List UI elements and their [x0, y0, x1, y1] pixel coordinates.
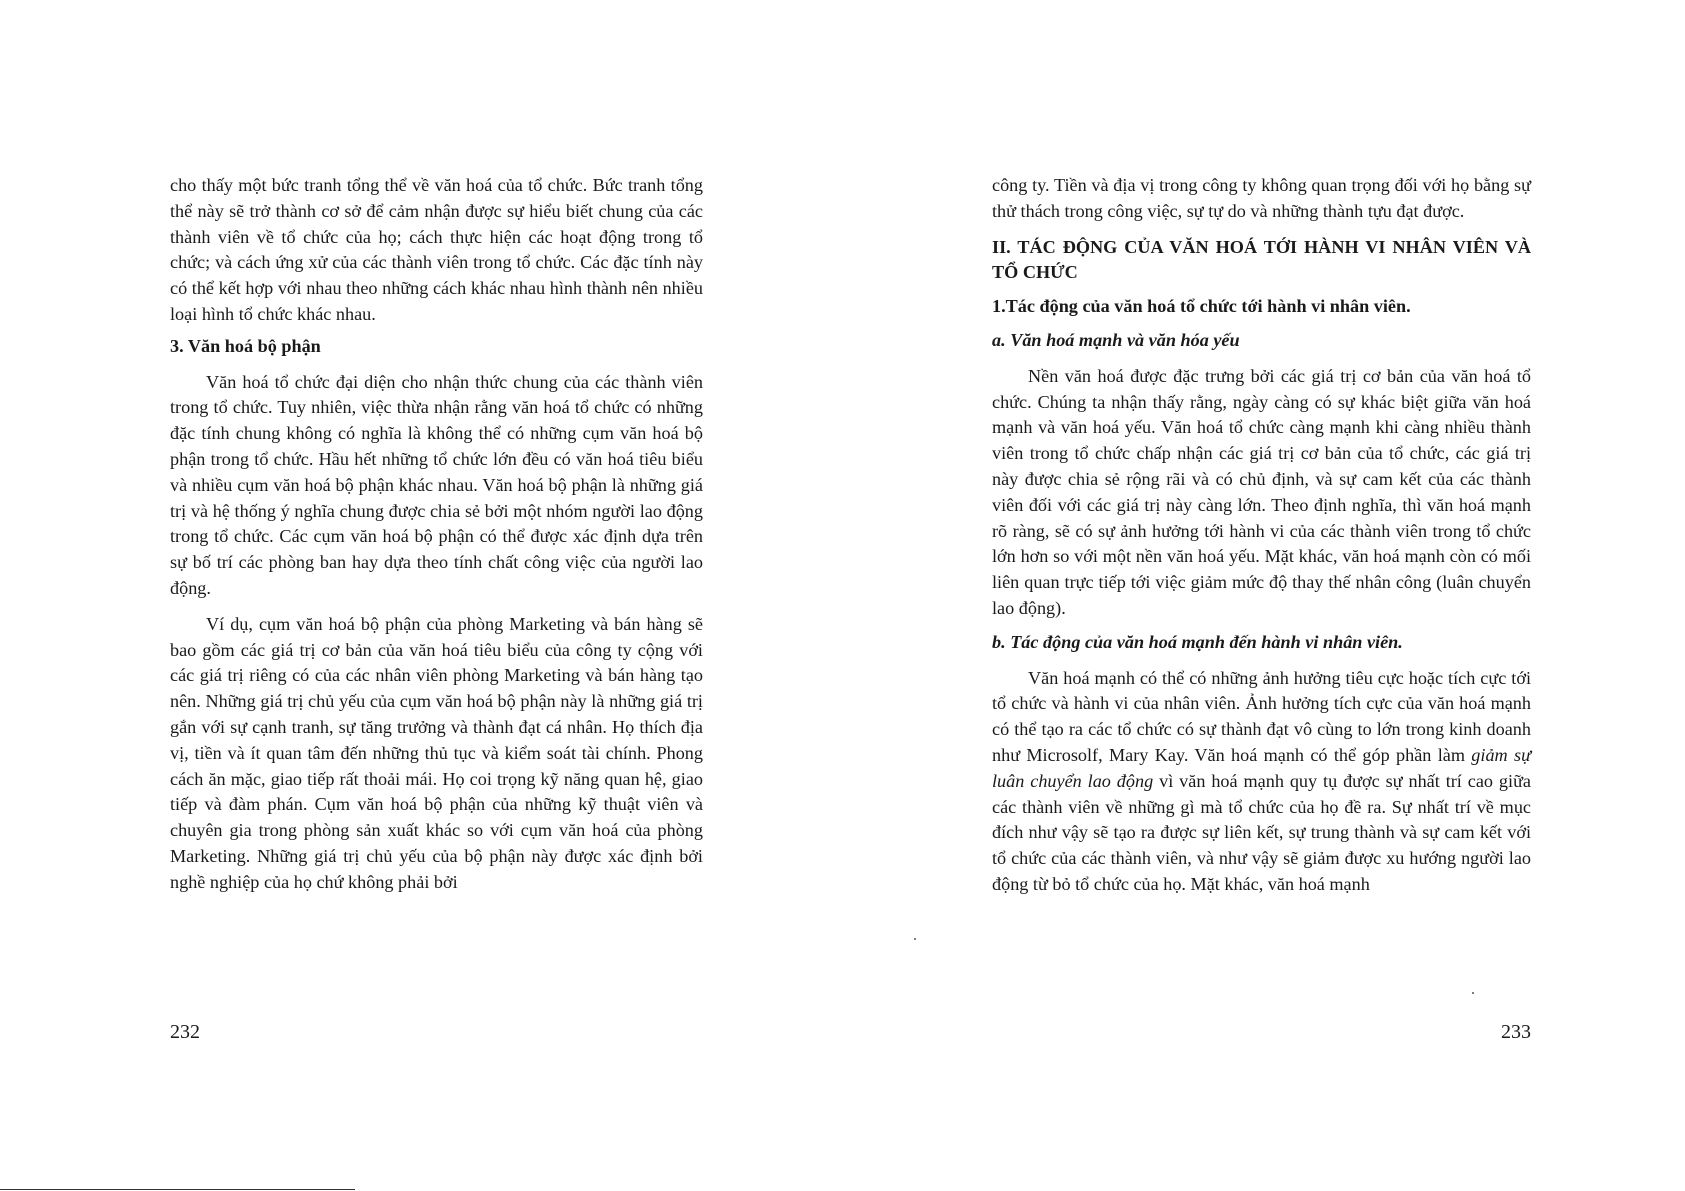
right-paragraph-3	[992, 666, 1531, 898]
heading-b: b. Tác động của văn hoá mạnh đến hành vi nhân viên.	[992, 631, 1403, 652]
scan-speck	[1472, 992, 1474, 994]
left-paragraph-1: cho thấy một bức tranh tổng thể về văn hoá của tổ chức. Bức tranh tổng thể này sẽ trở thành cơ sở để cảm nhận được sự hiểu biết chung của các thành viên về tổ chức của họ; cách thực hiện các hoạt động trong tổ chức; và cách ứng xử của các thành viên trong tổ chức. Các đặc tính này có thể kết hợp với nhau theo những cách khác nhau hình thành nên nhiều loại hình tổ chức khác nhau.	[170, 175, 703, 324]
right-paragraph-3-part-2: vì văn hoá mạnh quy tụ được sự nhất trí cao giữa các thành viên về những gì mà tổ chức của họ đề ra. Sự nhất trí về mục đích như vậy sẽ tạo ra được sự liên kết, sự trung thành và sự cam kết với tổ chức của các thành viên, và như vậy sẽ giảm được xu hướng người lao động từ bỏ tổ chức của họ. Mặt khác, văn hoá mạnh	[992, 770, 1531, 894]
right-paragraph-3-part-1: Văn hoá mạnh có thể có những ảnh hưởng tiêu cực hoặc tích cực tới tổ chức và hành vi của nhân viên. Ảnh hưởng tích cực của văn hoá mạnh có thể tạo ra các tổ chức có sự thành đạt vô cùng to lớn trong kinh doanh như Microsolf, Mary Kay. Văn hoá mạnh có thể góp phần làm	[992, 667, 1531, 765]
left-page	[0, 0, 842, 1191]
section-heading-van-hoa-bo-phan: 3. Văn hoá bộ phận	[170, 335, 321, 356]
scan-edge-line	[0, 1189, 355, 1190]
right-page	[842, 0, 1685, 1191]
sub-heading-1: 1.Tác động của văn hoá tổ chức tới hành vi nhân viên.	[992, 296, 1411, 317]
right-paragraph-1: công ty. Tiền và địa vị trong công ty không quan trọng đối với họ bằng sự thử thách trong công việc, sự tự do và những thành tựu đạt được.	[992, 175, 1531, 221]
page-number-right: 233	[1501, 1021, 1531, 1043]
left-paragraph-3: Ví dụ, cụm văn hoá bộ phận của phòng Marketing và bán hàng sẽ bao gồm các giá trị cơ bản của văn hoá tiêu biểu của công ty cộng với các giá trị riêng có của các nhân viên phòng Marketing và bán hàng tạo nên. Những giá trị chủ yếu của cụm văn hoá bộ phận này là những giá trị gắn với sự cạnh tranh, sự tăng trưởng và thành đạt cá nhân. Họ thích địa vị, tiền và ít quan tâm đến những thủ tục và kiểm soát tài chính. Phong cách ăn mặc, giao tiếp rất thoải mái. Họ coi trọng kỹ năng quan hệ, giao tiếp và đàm phán. Cụm văn hoá bộ phận của những kỹ thuật viên và chuyên gia trong phòng sản xuất khác so với cụm văn hoá của phòng Marketing. Những giá trị chủ yếu của bộ phận này được xác định bởi nghề nghiệp của họ chứ không phải bởi	[170, 613, 703, 892]
chapter-section-heading: II. TÁC ĐỘNG CỦA VĂN HOÁ TỚI HÀNH VI NHÂN VIÊN VÀ TỔ CHỨC	[992, 236, 1531, 283]
right-paragraph-2: Nền văn hoá được đặc trưng bởi các giá trị cơ bản của văn hoá tổ chức. Chúng ta nhận thấy rằng, ngày càng có sự khác biệt giữa văn hoá mạnh và văn hoá yếu. Văn hoá tổ chức càng mạnh khi càng nhiều thành viên trong tổ chức chấp nhận các giá trị cơ bản của tổ chức, các giá trị này được chia sẻ rộng rãi và có chủ định, và sự cam kết của các thành viên đối với các giá trị này càng lớn. Theo định nghĩa, thì văn hoá mạnh rõ ràng, sẽ có sự ảnh hưởng tới hành vi của các thành viên trong tổ chức lớn hơn so với một nền văn hoá yếu. Mặt khác, văn hoá mạnh còn có mối liên quan trực tiếp tới việc giảm mức độ thay thế nhân công (luân chuyển lao động).	[992, 365, 1531, 618]
page-number-left: 232	[170, 1021, 200, 1043]
scan-speck	[914, 938, 916, 940]
left-page-text	[170, 173, 703, 896]
right-paragraph-3-italic: giảm sự luân chuyển lao động	[992, 744, 1532, 791]
heading-a: a. Văn hoá mạnh và văn hóa yếu	[992, 329, 1240, 350]
right-page-text	[992, 173, 1531, 898]
left-paragraph-2: Văn hoá tổ chức đại diện cho nhận thức chung của các thành viên trong tổ chức. Tuy nhiên, việc thừa nhận rằng văn hoá tổ chức có những đặc tính chung không có nghĩa là không thể có những cụm văn hoá bộ phận trong tổ chức. Hầu hết những tổ chức lớn đều có văn hoá tiêu biểu và nhiều cụm văn hoá bộ phận khác nhau. Văn hoá bộ phận là những giá trị và hệ thống ý nghĩa chung được chia sẻ bởi một nhóm người lao động trong tổ chức. Các cụm văn hoá bộ phận có thể được xác định dựa trên sự bố trí các phòng ban hay dựa theo tính chất công việc của người lao động.	[170, 371, 703, 598]
